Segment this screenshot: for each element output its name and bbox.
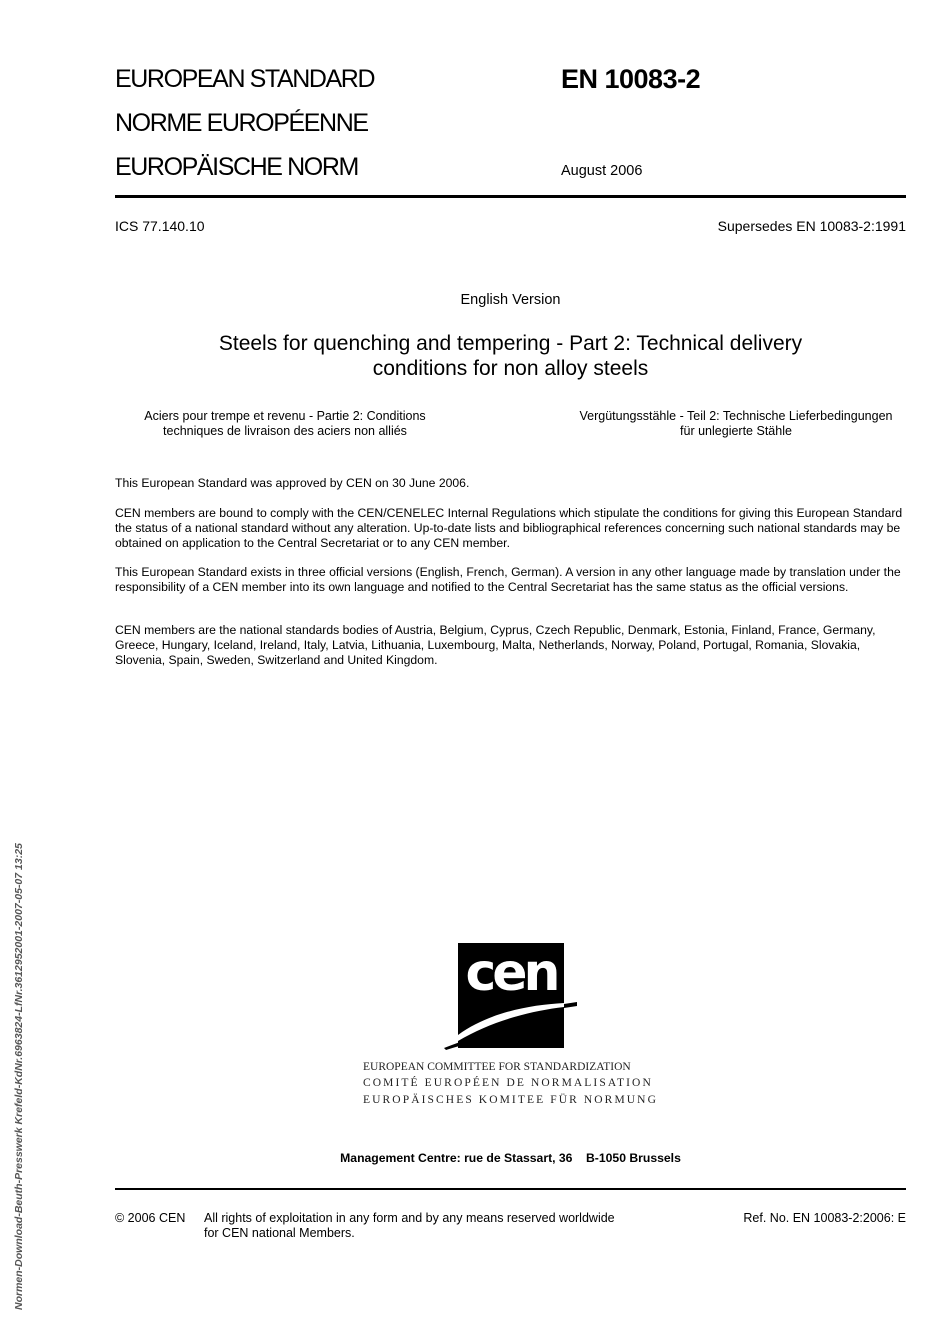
- rights-line-1: All rights of exploitation in any form and by any means reserved worldwide: [204, 1211, 615, 1225]
- document-number: EN 10083-2: [561, 64, 701, 94]
- title-german: EUROPÄISCHE NORM: [115, 153, 358, 181]
- regulations-paragraph: CEN members are bound to comply with the CEN/CENELEC Internal Regulations which stipulate the conditions for giving this European Standard the status of a national standard without any alteration. Up-to-date lists and bibliographical references concerning such national standards may be obtained on application to the Central Secretariat or to any CEN member.: [115, 506, 903, 550]
- document-title-line-2: conditions for non alloy steels: [372, 357, 649, 380]
- document-title-line-1: Steels for quenching and tempering - Part 2: Technical delivery: [218, 332, 803, 355]
- download-watermark: Normen-Download-Beuth-Presswerk Krefeld-KdNr.6963824-LfNr.3612952001-2007-05-07 13:25: [13, 843, 25, 1310]
- committee-name-en: EUROPEAN COMMITTEE FOR STANDARDIZATION: [363, 1061, 631, 1073]
- german-title: [566, 409, 906, 439]
- management-centre: Management Centre: rue de Stassart, 36 B-1050 Brussels: [340, 1151, 681, 1165]
- members-paragraph: CEN members are the national standards bodies of Austria, Belgium, Cyprus, Czech Republic, Denmark, Estonia, Finland, France, Germany, Greece, Hungary, Iceland, Ireland, Italy, Latvia, Lithuania, Luxembourg, Malta, Netherlands, Norway, Poland, Portugal, Romania, Slovakia, Slovenia, Spain, Sweden, Switzerland and United Kingdom.: [115, 623, 876, 667]
- header-divider: [115, 195, 906, 198]
- committee-name-de: EUROPÄISCHES KOMITEE FÜR NORMUNG: [363, 1094, 658, 1106]
- committee-name-fr: COMITÉ EUROPÉEN DE NORMALISATION: [363, 1077, 653, 1089]
- versions-paragraph: This European Standard exists in three official versions (English, French, German). A version in any other language made by translation under the responsibility of a CEN member into its own language and notified to the Central Secretariat has the same status as the official versions.: [115, 565, 901, 594]
- ics-code: ICS 77.140.10: [115, 218, 205, 234]
- approval-paragraph: This European Standard was approved by CEN on 30 June 2006.: [115, 476, 470, 490]
- german-title-line-1: Vergütungsstähle - Teil 2: Technische Lieferbedingungen: [579, 409, 893, 423]
- publication-date: August 2006: [561, 163, 643, 179]
- french-title-line-1: Aciers pour trempe et revenu - Partie 2: Conditions: [144, 409, 426, 423]
- title-english: EUROPEAN STANDARD: [115, 65, 375, 93]
- rights-line-2: for CEN national Members.: [204, 1226, 355, 1240]
- copyright: © 2006 CEN: [115, 1211, 186, 1225]
- french-title-line-2: techniques de livraison des aciers non alliés: [163, 424, 407, 438]
- supersedes-note: Supersedes EN 10083-2:1991: [717, 218, 906, 234]
- french-title: [115, 409, 455, 439]
- reference-number: Ref. No. EN 10083-2:2006: E: [743, 1211, 906, 1225]
- logo-swoosh-extension-icon: [444, 1000, 579, 1050]
- rights-statement: [204, 1211, 615, 1241]
- german-title-line-2: für unlegierte Stähle: [680, 424, 792, 438]
- cen-logo-text: cen: [465, 943, 557, 1003]
- document-title: [115, 331, 906, 381]
- title-french: NORME EUROPÉENNE: [115, 109, 368, 137]
- footer-divider: [115, 1188, 906, 1190]
- version-label: English Version: [460, 292, 561, 308]
